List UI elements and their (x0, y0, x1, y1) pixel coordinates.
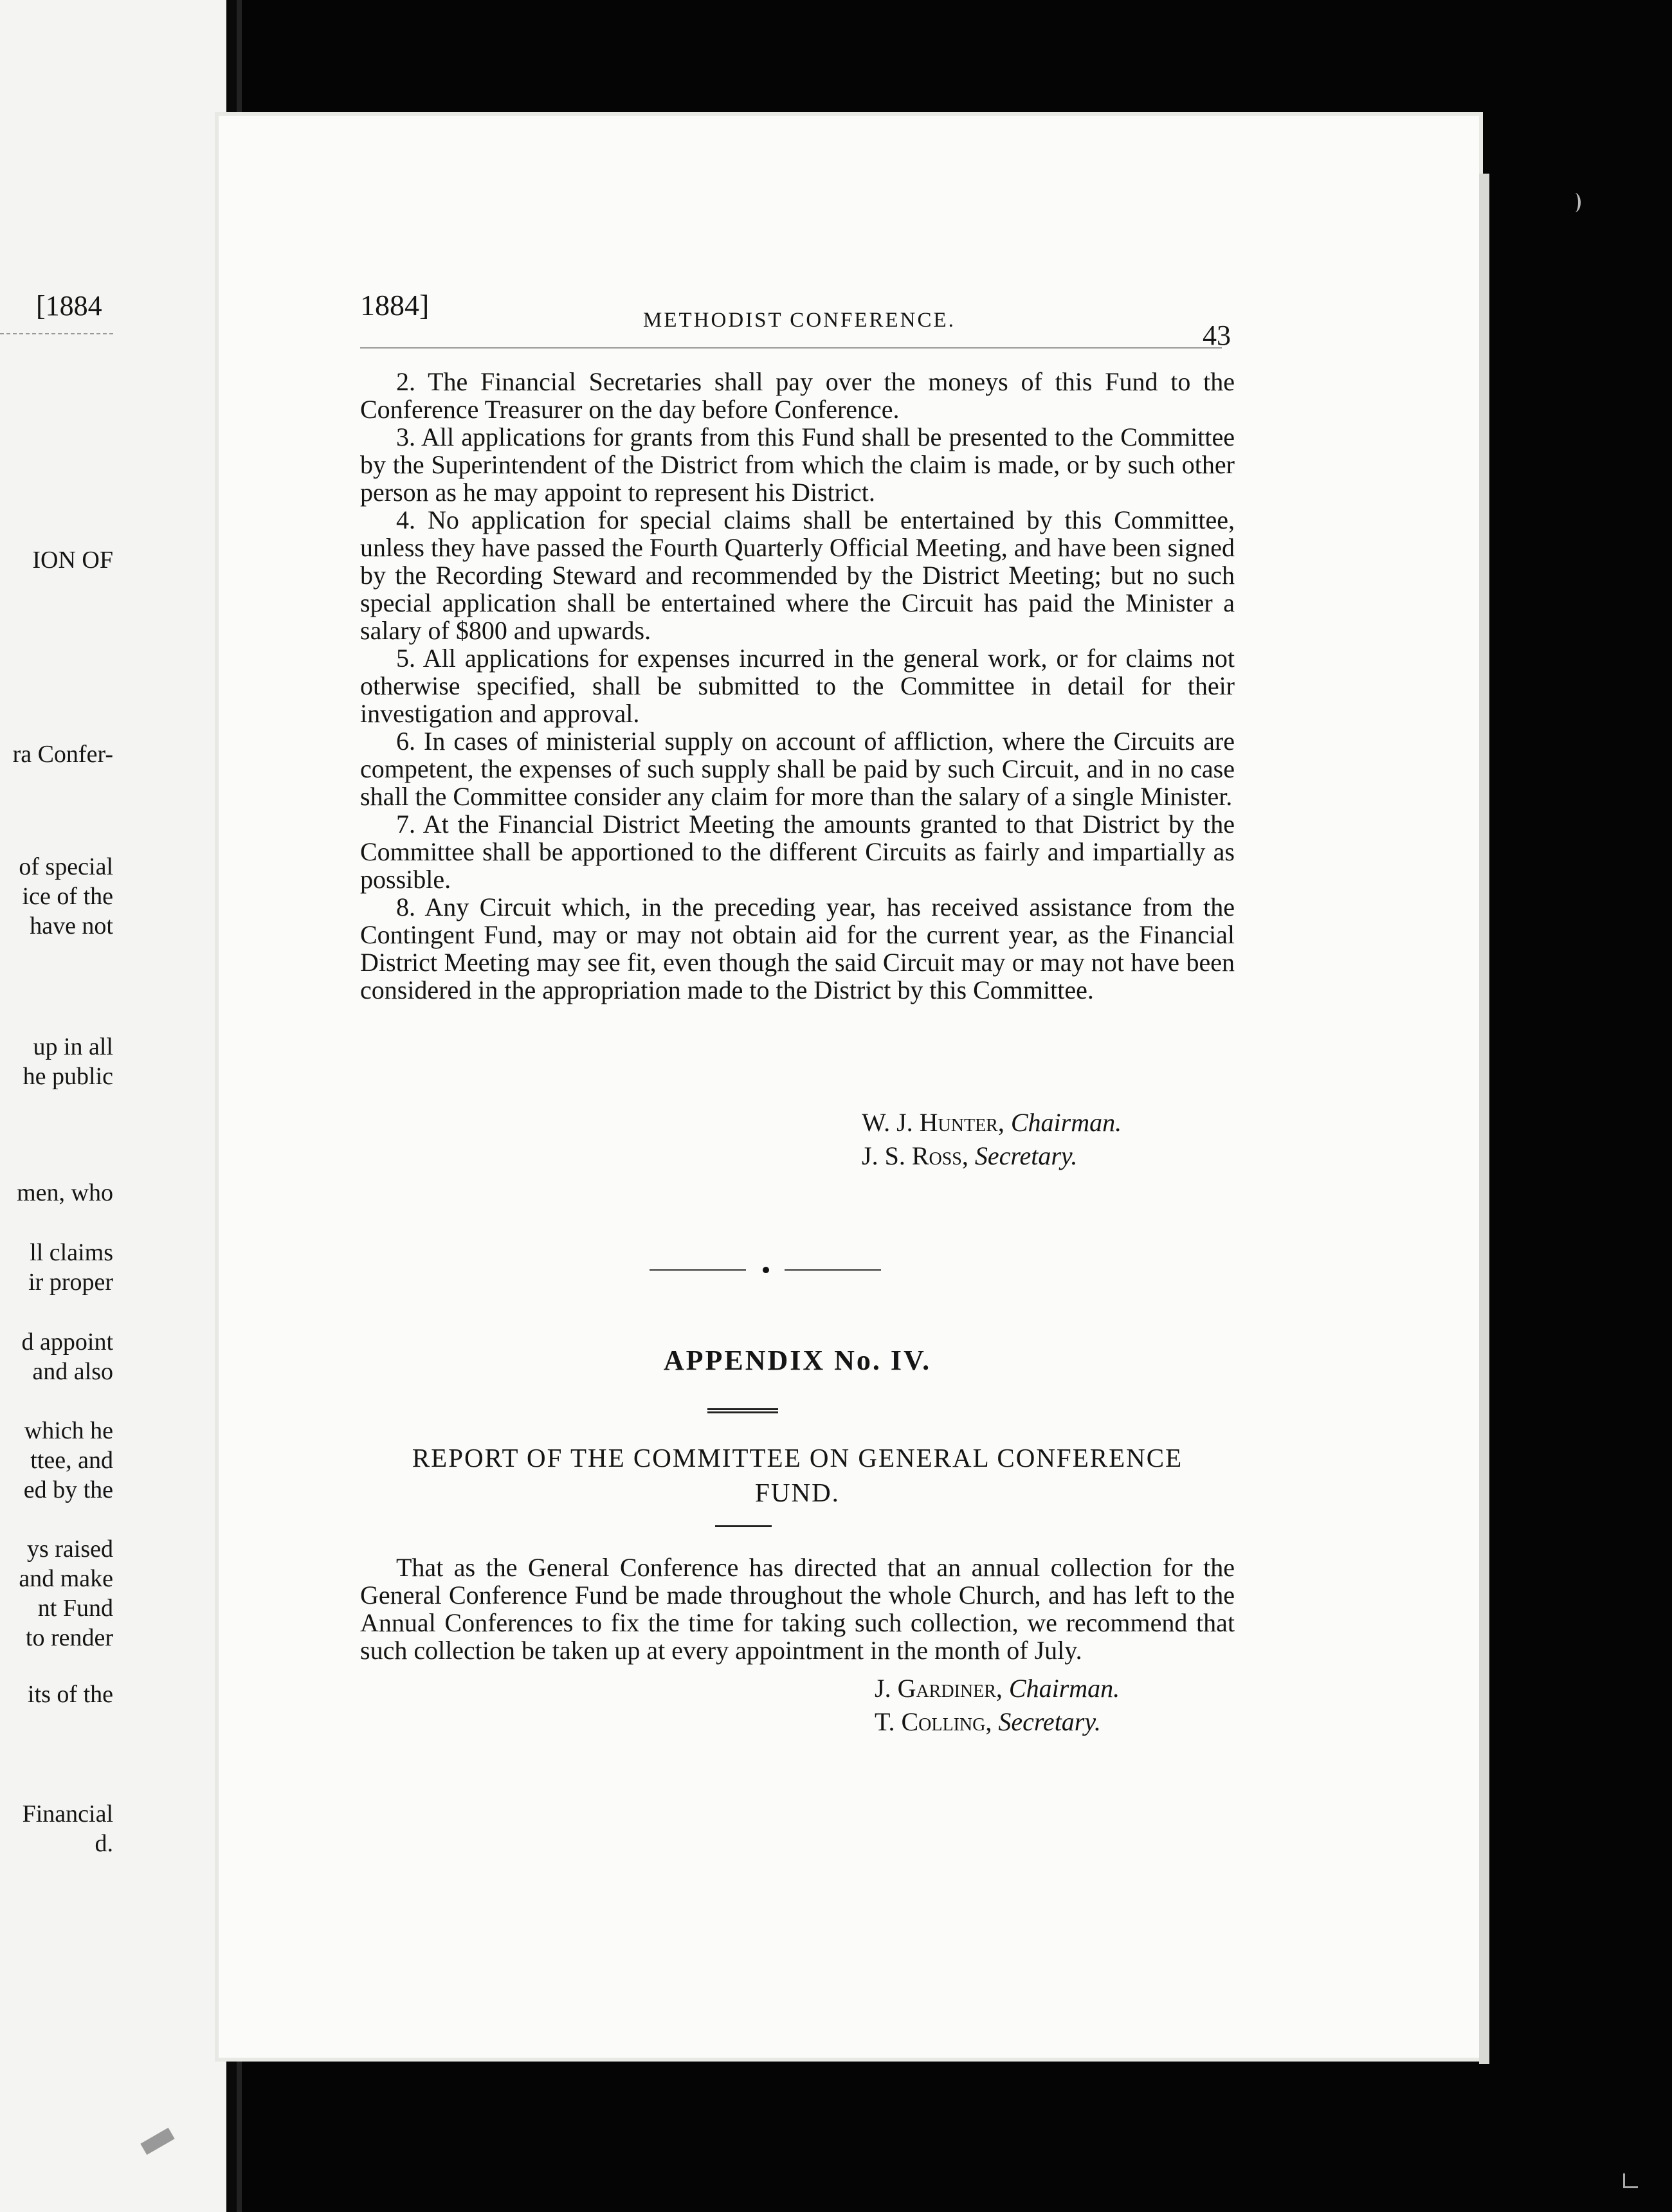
left-fragment: he public (23, 1063, 113, 1090)
left-fragment: ys raised (26, 1536, 113, 1563)
left-fragment: ir proper (28, 1269, 113, 1296)
left-fragment: Financial (22, 1800, 113, 1827)
chairman-name: W. J. Hunter, (862, 1108, 1004, 1137)
report-heading (360, 1440, 1235, 1510)
scan-mark (1569, 193, 1581, 212)
rules-text (360, 368, 1235, 1004)
section-ornament (650, 1267, 881, 1273)
left-fragment: and make (19, 1565, 113, 1592)
left-fragment: d. (95, 1830, 113, 1857)
secretary-name: J. S. Ross, (862, 1141, 968, 1170)
left-fragment: and also (32, 1358, 113, 1385)
recommendation-paragraph: That as the General Conference has directed that an annual collection for the General Conference Fund be made throughout the whole Church, and has left to the Annual Conferences to fix the time for taking such collection, we recommend that such collection be taken up at every appointment in the month of July. (360, 1553, 1235, 1665)
rule-paragraph: 6. In cases of ministerial supply on account of affliction, where the Circuits are competent, the expenses of such supply shall be paid by such Circuit, and in no case shall the Committee consider any claim for more than the salary of a single Minister. (360, 727, 1235, 811)
left-fragment: ra Confer- (12, 741, 113, 768)
left-fragment: ed by the (23, 1476, 113, 1503)
running-head-title: METHODIST CONFERENCE. (643, 309, 956, 332)
left-fragment: of special (19, 853, 113, 880)
left-fragment: ll claims (30, 1239, 113, 1266)
rule-paragraph: 2. The Financial Secretaries shall pay over the moneys of this Fund to the Conference Treasurer on the day before Conference. (360, 367, 1235, 424)
rule-paragraph: 3. All applications for grants from this Fund shall be presented to the Committee by the Superintendent of the District from which the claim is made, or by such other person as he may appoint to represent his District. (360, 422, 1235, 507)
chairman-role: Chairman. (1010, 1108, 1122, 1137)
secretary-role: Secretary. (974, 1141, 1078, 1170)
page-stack-edge (1479, 174, 1489, 2064)
left-fragment: up in all (33, 1033, 113, 1060)
page-number: 43 (1203, 320, 1231, 351)
signature-block-1 (862, 1106, 1122, 1173)
scan-mark (1623, 2173, 1638, 2188)
rule-paragraph: 7. At the Financial District Meeting the amounts granted to that District by the Committee shall be apportioned to the different Circuits as fairly and impartially as possible. (360, 810, 1235, 894)
rule-paragraph: 4. No application for special claims shall be entertained by this Committee, unless they have passed the Fourth Quarterly Official Meeting, and have been signed by the Recording Steward and recommended by the District Meeting; but no such special application shall be entertained where the Circuit has paid the Minister a salary of $800 and upwards. (360, 505, 1235, 645)
chairman-name: J. Gardiner, (875, 1674, 1003, 1703)
heading-rule (707, 1408, 778, 1413)
chairman-role: Chairman. (1008, 1674, 1120, 1703)
rule-paragraph: 8. Any Circuit which, in the preceding year, has received assistance from the Contingent Fund, may or may not obtain aid for the current year, as the Financial District Meeting may see fit, even though the said Circuit may or may not have been considered in the appropriation made to the District by this Committee. (360, 893, 1235, 1004)
left-fragment: which he (24, 1417, 113, 1444)
report-rule (715, 1525, 772, 1527)
left-fragment: men, who (17, 1179, 113, 1206)
book-page (219, 116, 1479, 2058)
running-head-year: 1884] (360, 289, 430, 322)
left-fragment: have not (30, 912, 113, 939)
left-page-edge (0, 0, 237, 2212)
rule-paragraph: 5. All applications for expenses incurred in the general work, or for claims not otherwise specified, shall be submitted to the Committee in detail for their investigation and approval. (360, 644, 1235, 728)
recommendation-text (360, 1554, 1235, 1664)
left-fragment: its of the (28, 1681, 113, 1708)
left-fragment: ttee, and (30, 1447, 113, 1474)
appendix-heading: APPENDIX No. IV. (663, 1345, 932, 1376)
left-header-rule (0, 333, 113, 334)
left-fragment: ION OF (32, 547, 113, 574)
left-fragment: nt Fund (37, 1595, 113, 1622)
left-page-year: [1884 (36, 290, 102, 322)
left-fragment: ice of the (22, 883, 113, 910)
header-rule (360, 347, 1222, 349)
secretary-role: Secretary. (998, 1707, 1101, 1736)
left-fragment: to render (25, 1624, 113, 1651)
signature-block-2 (875, 1672, 1120, 1739)
left-fragment: d appoint (21, 1328, 113, 1355)
secretary-name: T. Colling, (875, 1707, 992, 1736)
report-heading-line-1: REPORT OF THE COMMITTEE ON GENERAL CONFERENCE (412, 1443, 1183, 1473)
report-heading-line-2: FUND. (755, 1478, 840, 1507)
